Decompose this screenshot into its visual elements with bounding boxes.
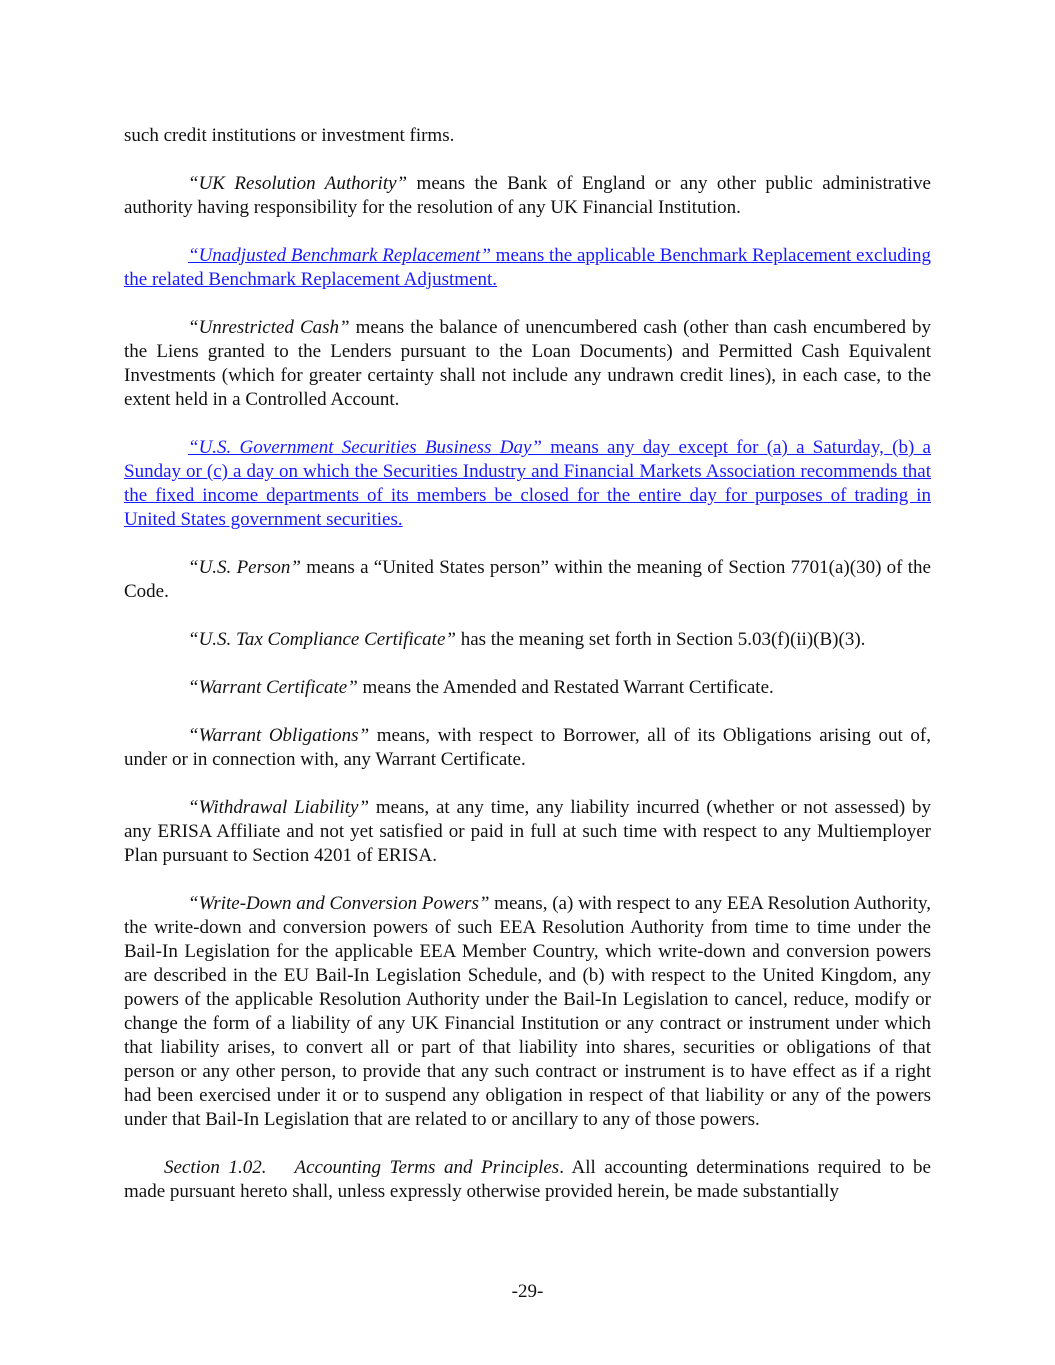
definition-withdrawal-liability <box>124 796 931 868</box>
page-number: -29- <box>511 1281 544 1302</box>
defined-term: “U.S. Person” <box>188 557 301 578</box>
section-1-02-paragraph <box>124 1156 931 1204</box>
definition-us-person <box>124 556 931 604</box>
definition-text: means the balance of unencumbered cash (other than cash encumbered by the Liens granted to the Lenders pursuant to the Loan Documents) and Permitted Cash Equivalent Investments (which for greater certainty shall not include any undrawn credit lines), in each case, to the extent held in a Controlled Account. <box>124 317 931 410</box>
definition-uk-resolution-authority <box>124 172 931 220</box>
definition-text: means, with respect to Borrower, all of its Obligations arising out of, under or in connection with, any Warrant Certificate. <box>124 725 931 770</box>
definition-text: means the applicable Benchmark Replacement excluding the related Benchmark Replacement Adjustment. <box>124 245 931 290</box>
section-title: Accounting Terms and Principles <box>294 1157 560 1178</box>
definition-us-government-securities-business-day <box>124 436 931 532</box>
defined-term: “UK Resolution Authority” <box>188 173 408 194</box>
definition-us-tax-compliance-certificate <box>124 628 931 652</box>
defined-term: “U.S. Government Securities Business Day” <box>188 437 542 458</box>
definition-text: means a “United States person” within the meaning of Section 7701(a)(30) of the Code. <box>124 557 931 602</box>
definition-text: means, at any time, any liability incurred (whether or not assessed) by any ERISA Affiliate and not yet satisfied or paid in full at such time with respect to any Multiemployer Plan pursuant to Section 4201 of ERISA. <box>124 797 931 866</box>
definition-text: means the Bank of England or any other public administrative authority having responsibility for the resolution of any UK Financial Institution. <box>124 173 931 218</box>
definition-unadjusted-benchmark-replacement <box>124 244 931 292</box>
defined-term: “Write-Down and Conversion Powers” <box>188 893 490 914</box>
defined-term: “Warrant Obligations” <box>188 725 370 746</box>
definition-text: means the Amended and Restated Warrant Certificate. <box>357 677 774 698</box>
definition-text: means, (a) with respect to any EEA Resolution Authority, the write-down and conversion powers of such EEA Resolution Authority from time to time under the Bail-In Legislation for the applicable EEA Member Country, which write-down and conversion powers are described in the EU Bail-In Legislation Schedule, and (b) with respect to the United Kingdom, any powers of the applicable Resolution Authority under the Bail-In Legislation to cancel, reduce, modify or change the form of a liability of any UK Financial Institution or any contract or instrument under which that liability arises, to convert all or part of that liability into shares, securities or obligations of that person or any other person, to provide that any such contract or instrument is to have effect as if a right had been exercised under it or to suspend any obligation in respect of that liability or any of the powers under that Bail-In Legislation that are related to or ancillary to any of those powers. <box>124 893 931 1130</box>
definition-text: has the meaning set forth in Section 5.03(f)(ii)(B)(3). <box>455 629 866 650</box>
document-body <box>124 124 931 1228</box>
continuation-paragraph: such credit institutions or investment firms. <box>124 125 455 146</box>
defined-term: “Warrant Certificate” <box>188 677 358 698</box>
defined-term: “Unadjusted Benchmark Replacement” <box>188 245 491 266</box>
definition-warrant-certificate <box>124 676 931 700</box>
definition-text: means any day except for (a) a Saturday, (b) a Sunday or (c) a day on which the Securities Industry and Financial Markets Association recommends that the fixed income departments of its members be closed for the entire day for purposes of trading in United States government securities. <box>124 437 931 530</box>
defined-term: “Withdrawal Liability” <box>188 797 370 818</box>
defined-term: “Unrestricted Cash” <box>188 317 350 338</box>
defined-term: “U.S. Tax Compliance Certificate” <box>188 629 456 650</box>
section-number: Section 1.02. <box>164 1157 267 1178</box>
definition-unrestricted-cash <box>124 316 931 412</box>
section-text: . All accounting determinations required to be made pursuant hereto shall, unless expressly otherwise provided herein, be made substantially <box>124 1157 931 1202</box>
definition-write-down-and-conversion-powers <box>124 892 931 1132</box>
definition-warrant-obligations <box>124 724 931 772</box>
